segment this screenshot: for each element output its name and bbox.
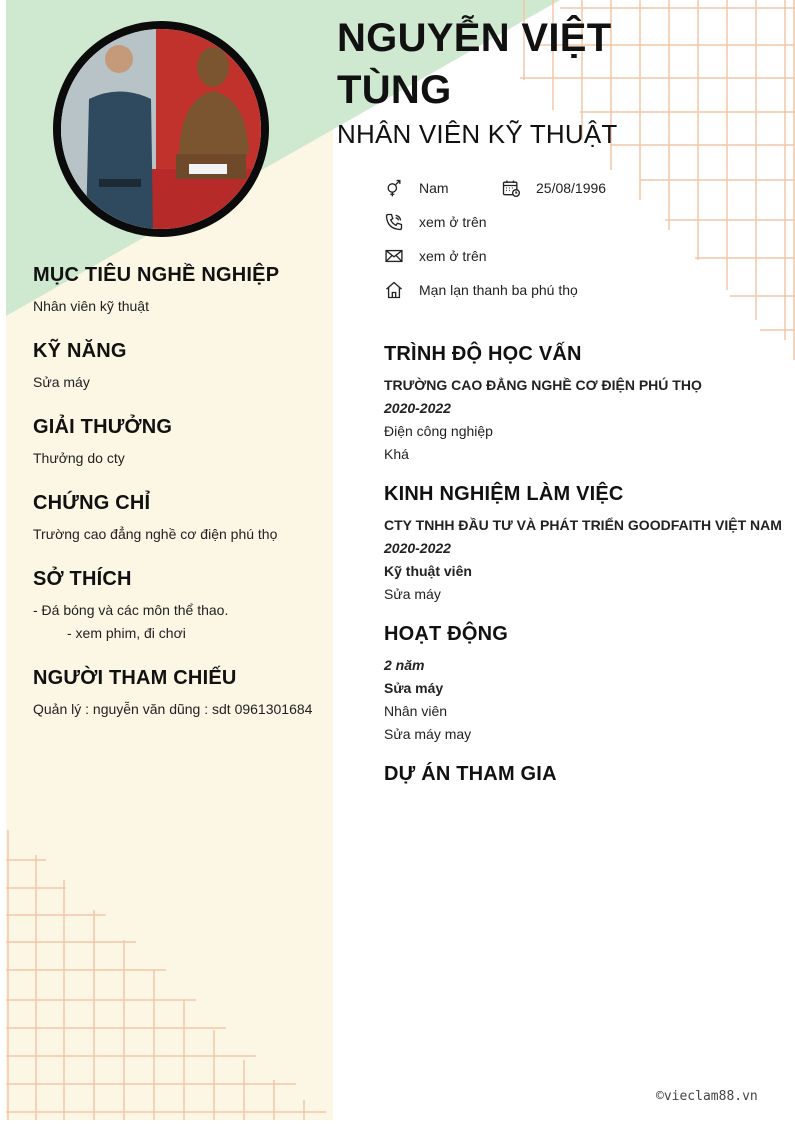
hobbies-line-2: - xem phim, đi chơi [67,625,186,641]
decorative-grid-bottom-left [6,830,336,1120]
gender-icon [383,177,405,199]
phone-row [383,210,487,234]
email-row [383,244,487,268]
skills-text: Sửa máy [33,374,90,390]
address-row [383,278,578,302]
phone-icon [383,211,405,233]
education-major: Điện công nghiệp [384,423,493,439]
certificates-heading: CHỨNG CHỈ [33,492,151,514]
envelope-icon [383,245,405,267]
hobbies-line-1: - Đá bóng và các môn thể thao. [33,602,229,618]
experience-period: 2020-2022 [384,540,451,556]
home-icon [383,279,405,301]
references-heading: NGƯỜI THAM CHIẾU [33,667,237,689]
experience-heading: KINH NGHIỆM LÀM VIỆC [384,483,624,505]
birthday-value: 25/08/1996 [536,180,607,196]
skills-heading: KỸ NĂNG [33,340,127,362]
activities-title: Sửa máy [384,680,444,696]
education-school: TRƯỜNG CAO ĐẲNG NGHỀ CƠ ĐIỆN PHÚ THỌ [384,377,702,393]
education-period: 2020-2022 [384,400,451,416]
objective-text: Nhân viên kỹ thuật [33,298,149,314]
job-title: NHÂN VIÊN KỸ THUẬT [337,119,618,149]
awards-heading: GIẢI THƯỞNG [33,416,173,438]
education-grade: Khá [384,446,409,462]
education-heading: TRÌNH ĐỘ HỌC VẤN [384,343,582,365]
email-value: xem ở trên [419,248,487,264]
watermark: ©vieclam88.vn [656,1089,758,1104]
awards-text: Thưởng do cty [33,450,125,466]
objective-heading: MỤC TIÊU NGHỀ NGHIỆP [33,264,280,286]
hobbies-heading: SỞ THÍCH [33,568,132,590]
gender-value: Nam [419,180,449,196]
candidate-name: NGUYỄN VIỆT TÙNG [337,16,612,112]
experience-company: CTY TNHH ĐẦU TƯ VÀ PHÁT TRIỂN GOODFAITH VIỆT NAM [384,517,782,533]
experience-position: Kỹ thuật viên [384,563,472,579]
projects-heading: DỰ ÁN THAM GIA [384,763,557,785]
avatar [53,21,269,237]
activities-heading: HOẠT ĐỘNG [384,623,509,645]
experience-description: Sửa máy [384,586,441,602]
activities-description: Sửa máy may [384,726,472,742]
address-value: Mạn lạn thanh ba phú thọ [419,282,578,298]
calendar-icon [500,177,522,199]
birthday-row [500,176,606,200]
activities-period: 2 năm [384,657,425,673]
activities-role: Nhân viên [384,703,448,719]
certificates-text: Trường cao đẳng nghề cơ điện phú thọ [33,526,278,542]
gender-row [383,176,449,200]
references-text: Quản lý : nguyễn văn dũng : sdt 0961301684 [33,701,313,717]
phone-value: xem ở trên [419,214,487,230]
